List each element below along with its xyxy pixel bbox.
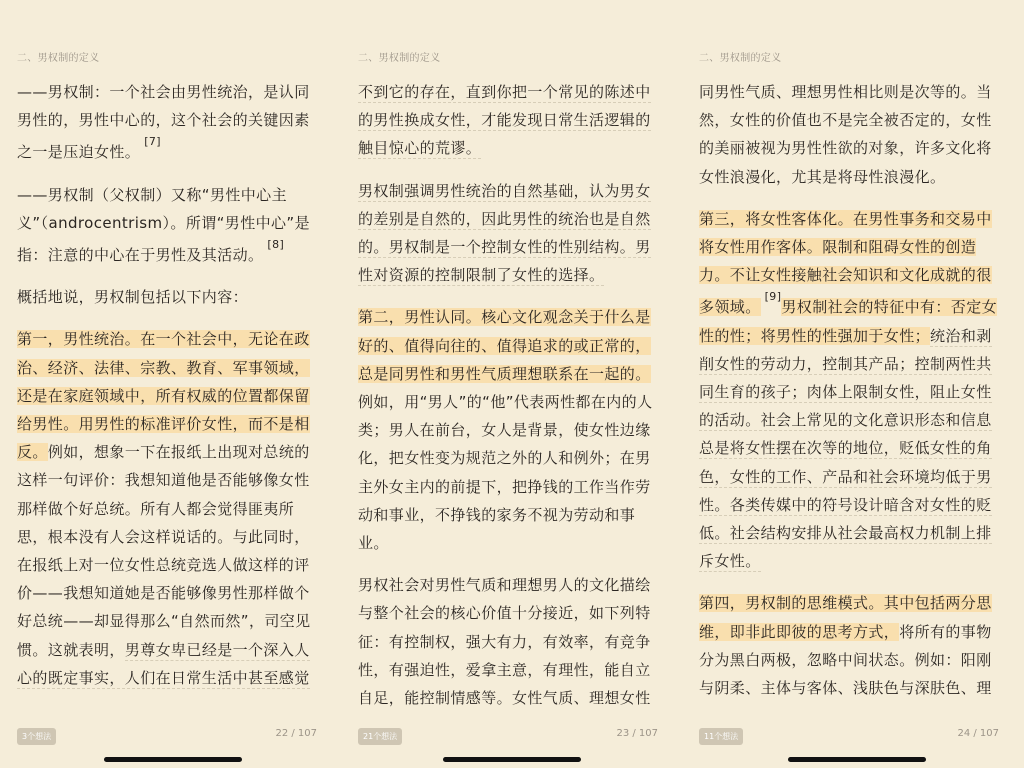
text-segment: 例如，想象一下在报纸上出现对总统的这样一句评价：我想知道他是否能够像女性那样做个好总统。所有人都会觉得匪夷所思，根本没有人会这样说话的。与此同时，在报纸上对一位女性总统竞选人做这样的评价——我想知道她是否能够像男性那样做个好总统——却显得那么“自然而然”，司空见惯。这就表明， bbox=[17, 443, 311, 659]
paragraph bbox=[699, 78, 1001, 191]
reader-page-1 bbox=[0, 0, 341, 768]
page-number: 24 / 107 bbox=[957, 728, 999, 739]
chapter-header: 二、男权制的定义 bbox=[699, 53, 782, 64]
paragraph bbox=[17, 283, 319, 311]
text-segment: ——男权制：一个社会由男性统治，是认同男性的，男性中心的，这个社会的关键因素之一是压迫女性。 bbox=[17, 83, 310, 162]
paragraph bbox=[17, 78, 319, 167]
paragraph bbox=[358, 177, 660, 290]
highlighted-text[interactable]: 第四，男权制的思维模式。其中包括两分思维，即非此即彼的思考方式， bbox=[699, 594, 992, 641]
highlighted-text[interactable]: 第一，男性统治。在一个社会中，无论在政治、经济、法律、宗教、教育、军事领域，还是在家庭领域中，所有权威的位置都保留给男性。用男性的标准评价女性，而不是相反。 bbox=[17, 330, 310, 462]
highlighted-text[interactable]: 男权制社会的特征中有：否定女性的性；将男性的性强加于女性； bbox=[699, 298, 998, 345]
underlined-text[interactable]: 男权制强调男性统治的自然基础，认为男女的差别是自然的，因此男性的统治也是自然的。男权制是一个控制女性的性别结构。男性对资源的控制限制了女性的选择。 bbox=[358, 181, 651, 285]
highlighted-text[interactable]: 第三，将女性客体化。在男性事务和交易中将女性用作客体。限制和阻碍女性的创造力。不让女性接触社会知识和文化成就的很多领域。 bbox=[699, 209, 992, 317]
text-segment: ——男权制（父权制）又称“男性中心主义”（androcentrism）。所谓“男性中心”是指：注意的中心在于男性及其活动。 bbox=[17, 185, 310, 265]
text-segment: 将所有的事物分为黑白两极，忽略中间状态。例如：阳刚与阴柔、主体与客体、浅肤色与深肤色、理 bbox=[699, 622, 992, 698]
footnote-ref[interactable]: [7] bbox=[144, 135, 161, 149]
reader-page-2 bbox=[341, 0, 682, 768]
thoughts-badge[interactable]: 11个想法 bbox=[699, 728, 743, 745]
text-segment: 同男性气质、理想男性相比则是次等的。当然，女性的价值也不是完全被否定的，女性的美丽被视为男性性欲的对象，许多文化将女性浪漫化，尤其是将母性浪漫化。 bbox=[699, 83, 992, 186]
chapter-header: 二、男权制的定义 bbox=[358, 53, 441, 64]
paragraph bbox=[358, 571, 660, 712]
paragraph bbox=[699, 589, 1001, 702]
text-segment: 男权社会对男性气质和理想男人的文化描绘与整个社会的核心价值十分接近，如下列特征：有控制权，强大有力，有效率，有竞争性，有强迫性，爱拿主意，有理性，能自立自足，能控制情感等。女性气质、理想女性 bbox=[358, 576, 651, 708]
page-text bbox=[699, 78, 1001, 716]
paragraph bbox=[358, 78, 660, 163]
page-text bbox=[17, 78, 319, 706]
home-indicator[interactable] bbox=[788, 757, 926, 762]
underlined-text[interactable]: 统治和剥削女性的劳动力，控制其产品；控制两性共同生育的孩子；肉体上限制女性，阻止女性的活动。社会上常见的文化意识形态和信息总是将女性摆在次等的地位，贬低女性的角色，女性的工作、产品和社会环境均低于男性。各类传媒中的符号设计暗含对女性的贬低。社会结构安排从社会最高权力机制上排斥女性。 bbox=[699, 326, 992, 571]
underlined-text[interactable]: 男尊女卑已经是一个深入人心的既定事实，人们在日常生活中甚至感觉 bbox=[17, 640, 310, 687]
paragraph bbox=[17, 325, 319, 692]
page-text bbox=[358, 78, 660, 726]
text-segment: 概括地说，男权制包括以下内容： bbox=[17, 288, 249, 307]
paragraph bbox=[699, 205, 1001, 576]
footnote-ref[interactable]: [9] bbox=[764, 290, 782, 304]
paragraph bbox=[358, 303, 660, 557]
highlighted-text[interactable]: 第二，男性认同。核心文化观念关于什么是好的、值得向往的、值得追求的或正常的，总是同男性和男性气质理想联系在一起的。 bbox=[358, 308, 651, 383]
page-number: 23 / 107 bbox=[616, 728, 658, 739]
chapter-header: 二、男权制的定义 bbox=[17, 53, 100, 64]
paragraph bbox=[17, 181, 319, 270]
thoughts-badge[interactable]: 21个想法 bbox=[358, 728, 402, 745]
home-indicator[interactable] bbox=[443, 757, 581, 762]
footnote-ref[interactable]: [8] bbox=[267, 238, 285, 252]
underlined-text[interactable]: 不到它的存在，直到你把一个常见的陈述中的男性换成女性，才能发现日常生活逻辑的触目惊心的荒谬。 bbox=[358, 83, 651, 158]
text-segment: 例如，用“男人”的“他”代表两性都在内的人类；男人在前台，女人是背景，使女性边缘化，把女性变为规范之外的人和例外；在男主外女主内的前提下，把挣钱的工作当作劳动和事业，不挣钱的家务不视为劳动和事业。 bbox=[358, 393, 653, 553]
reader-page-3 bbox=[682, 0, 1023, 768]
home-indicator[interactable] bbox=[104, 757, 242, 762]
page-number: 22 / 107 bbox=[275, 728, 317, 739]
thoughts-badge[interactable]: 3个想法 bbox=[17, 728, 56, 745]
